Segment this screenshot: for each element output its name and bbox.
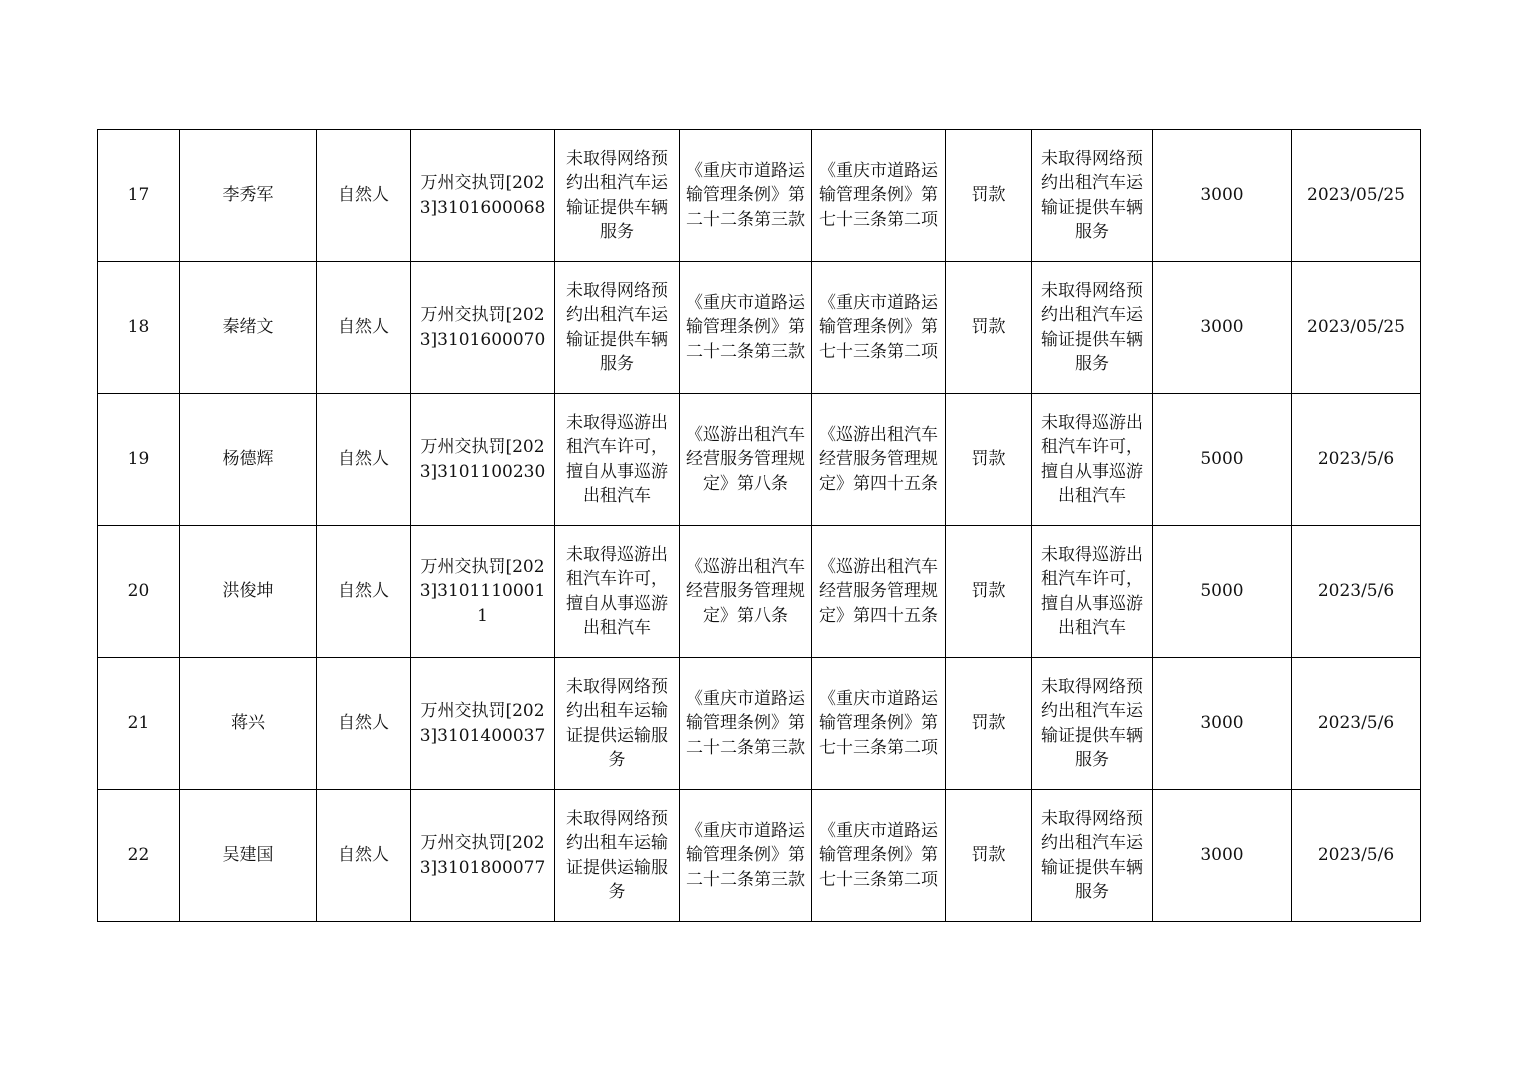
fine-amount: 3000 (1153, 658, 1292, 790)
decision-date: 2023/05/25 (1292, 262, 1421, 394)
penalty-table (97, 129, 1421, 922)
decision-date: 2023/5/6 (1292, 394, 1421, 526)
penalty-content: 未取得网络预约出租汽车运输证提供车辆服务 (1032, 658, 1153, 790)
fine-amount: 3000 (1153, 130, 1292, 262)
penalty-content: 未取得网络预约出租汽车运输证提供车辆服务 (1032, 130, 1153, 262)
row-number: 20 (98, 526, 180, 658)
violation: 未取得网络预约出租汽车运输证提供车辆服务 (555, 262, 680, 394)
legal-basis: 《重庆市道路运输管理条例》第二十二条第三款 (680, 790, 812, 922)
penalty-basis: 《重庆市道路运输管理条例》第七十三条第二项 (812, 790, 946, 922)
table-row (98, 262, 1421, 394)
fine-amount: 5000 (1153, 394, 1292, 526)
party-name: 蒋兴 (180, 658, 317, 790)
penalty-content: 未取得巡游出租汽车许可，擅自从事巡游出租汽车 (1032, 394, 1153, 526)
row-number: 17 (98, 130, 180, 262)
fine-amount: 3000 (1153, 262, 1292, 394)
table-row (98, 130, 1421, 262)
legal-basis: 《巡游出租汽车经营服务管理规定》第八条 (680, 394, 812, 526)
row-number: 22 (98, 790, 180, 922)
party-type: 自然人 (317, 790, 411, 922)
table-row (98, 394, 1421, 526)
party-type: 自然人 (317, 262, 411, 394)
violation: 未取得巡游出租汽车许可，擅自从事巡游出租汽车 (555, 394, 680, 526)
violation: 未取得网络预约出租汽车运输证提供车辆服务 (555, 130, 680, 262)
penalty-basis: 《重庆市道路运输管理条例》第七十三条第二项 (812, 130, 946, 262)
decision-number: 万州交执罚[2023]3101600070 (411, 262, 555, 394)
legal-basis: 《重庆市道路运输管理条例》第二十二条第三款 (680, 658, 812, 790)
violation: 未取得巡游出租汽车许可，擅自从事巡游出租汽车 (555, 526, 680, 658)
penalty-type: 罚款 (946, 526, 1032, 658)
decision-number: 万州交执罚[2023]3101400037 (411, 658, 555, 790)
party-type: 自然人 (317, 130, 411, 262)
row-number: 18 (98, 262, 180, 394)
legal-basis: 《巡游出租汽车经营服务管理规定》第八条 (680, 526, 812, 658)
violation: 未取得网络预约出租车运输证提供运输服务 (555, 790, 680, 922)
decision-date: 2023/5/6 (1292, 658, 1421, 790)
legal-basis: 《重庆市道路运输管理条例》第二十二条第三款 (680, 130, 812, 262)
penalty-content: 未取得巡游出租汽车许可，擅自从事巡游出租汽车 (1032, 526, 1153, 658)
legal-basis: 《重庆市道路运输管理条例》第二十二条第三款 (680, 262, 812, 394)
row-number: 19 (98, 394, 180, 526)
penalty-basis: 《巡游出租汽车经营服务管理规定》第四十五条 (812, 526, 946, 658)
decision-number: 万州交执罚[2023]31011100011 (411, 526, 555, 658)
penalty-type: 罚款 (946, 658, 1032, 790)
party-name: 吴建国 (180, 790, 317, 922)
fine-amount: 3000 (1153, 790, 1292, 922)
party-type: 自然人 (317, 658, 411, 790)
party-type: 自然人 (317, 526, 411, 658)
table-row (98, 526, 1421, 658)
penalty-content: 未取得网络预约出租汽车运输证提供车辆服务 (1032, 262, 1153, 394)
penalty-type: 罚款 (946, 790, 1032, 922)
penalty-basis: 《巡游出租汽车经营服务管理规定》第四十五条 (812, 394, 946, 526)
decision-number: 万州交执罚[2023]3101600068 (411, 130, 555, 262)
penalty-type: 罚款 (946, 130, 1032, 262)
row-number: 21 (98, 658, 180, 790)
violation: 未取得网络预约出租车运输证提供运输服务 (555, 658, 680, 790)
party-name: 杨德辉 (180, 394, 317, 526)
table-row (98, 658, 1421, 790)
decision-date: 2023/5/6 (1292, 790, 1421, 922)
penalty-type: 罚款 (946, 262, 1032, 394)
penalty-basis: 《重庆市道路运输管理条例》第七十三条第二项 (812, 658, 946, 790)
party-name: 洪俊坤 (180, 526, 317, 658)
decision-number: 万州交执罚[2023]3101100230 (411, 394, 555, 526)
penalty-basis: 《重庆市道路运输管理条例》第七十三条第二项 (812, 262, 946, 394)
party-type: 自然人 (317, 394, 411, 526)
decision-date: 2023/5/6 (1292, 526, 1421, 658)
party-name: 李秀军 (180, 130, 317, 262)
party-name: 秦绪文 (180, 262, 317, 394)
penalty-content: 未取得网络预约出租汽车运输证提供车辆服务 (1032, 790, 1153, 922)
decision-date: 2023/05/25 (1292, 130, 1421, 262)
table-row (98, 790, 1421, 922)
decision-number: 万州交执罚[2023]3101800077 (411, 790, 555, 922)
penalty-type: 罚款 (946, 394, 1032, 526)
fine-amount: 5000 (1153, 526, 1292, 658)
